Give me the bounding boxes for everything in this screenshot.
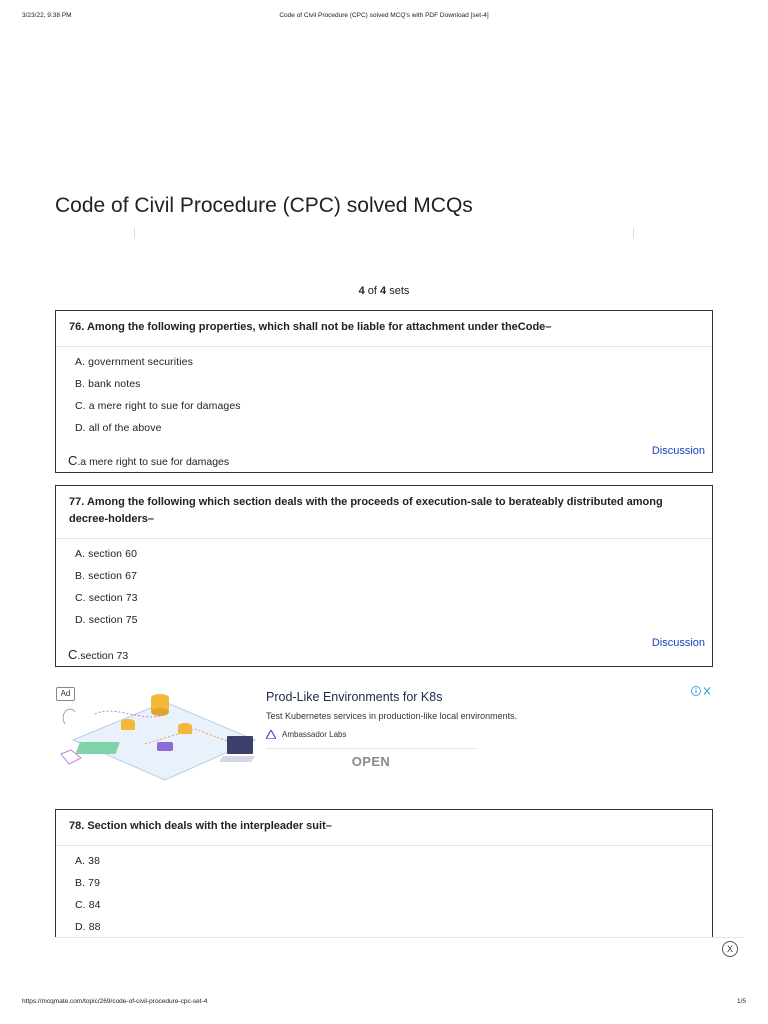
question-text: 76. Among the following properties, which shall not be liable for attachment under theCode– [56, 311, 712, 347]
question-card [55, 310, 713, 473]
set-total: 4 [380, 285, 387, 297]
option-a[interactable]: A. section 60 [75, 548, 138, 560]
option-d[interactable]: D. section 75 [75, 614, 138, 626]
close-icon[interactable]: X [722, 941, 738, 957]
ad-illustration [55, 684, 260, 790]
option-a[interactable]: A. government securities [75, 356, 193, 368]
answer-text: .a mere right to sue for damages [77, 456, 230, 468]
discussion-link[interactable]: Discussion [651, 637, 705, 649]
print-footer [22, 998, 746, 1008]
answer [68, 647, 128, 662]
set-of: of [367, 285, 377, 297]
ad-brand-name: Ambassador Labs [282, 730, 347, 739]
divider [134, 228, 135, 238]
ad-choices-icon[interactable] [691, 685, 713, 697]
options-list [56, 846, 712, 938]
set-current: 4 [358, 285, 365, 297]
question-card [55, 809, 713, 949]
option-c[interactable]: C. section 73 [75, 592, 138, 604]
divider [633, 228, 634, 238]
answer-text: .section 73 [77, 650, 129, 662]
question-text: 78. Section which deals with the interpleader suit– [56, 810, 712, 846]
ad-description: Test Kubernetes services in production-like local environments. [266, 711, 518, 721]
option-b[interactable]: B. 79 [75, 877, 101, 889]
ad-title[interactable]: Prod-Like Environments for K8s [266, 690, 443, 704]
ad-banner[interactable] [55, 682, 713, 792]
page-title: Code of Civil Procedure (CPC) solved MCQs [55, 194, 473, 217]
set-suffix: sets [389, 285, 410, 297]
option-d[interactable]: D. all of the above [75, 422, 162, 434]
sticky-ad-bar [0, 938, 768, 968]
option-c[interactable]: C. 84 [75, 899, 101, 911]
answer-letter: C [68, 453, 78, 468]
option-a[interactable]: A. 38 [75, 855, 101, 867]
set-counter [0, 285, 768, 297]
option-b[interactable]: B. section 67 [75, 570, 138, 582]
print-url: https://mcqmate.com/topic/269/code-of-civil-procedure-cpc-set-4 [22, 998, 208, 1005]
print-page-indicator: 1/5 [736, 998, 746, 1005]
option-d[interactable]: D. 88 [75, 921, 101, 933]
options-list [56, 539, 712, 631]
options-list [56, 347, 712, 439]
ambassador-logo-icon [266, 730, 276, 739]
discussion-link[interactable]: Discussion [651, 445, 705, 457]
print-header [22, 12, 746, 22]
print-datetime: 3/23/22, 9:38 PM [22, 12, 72, 19]
ad-badge: Ad [56, 687, 75, 701]
ad-open-button[interactable]: OPEN [351, 754, 391, 769]
answer [68, 453, 229, 468]
ad-brand [266, 730, 346, 739]
question-card [55, 485, 713, 667]
question-text: 77. Among the following which section deals with the proceeds of execution-sale to berateably distributed among decree-holders– [56, 486, 712, 539]
option-c[interactable]: C. a mere right to sue for damages [75, 400, 241, 412]
ad-divider [266, 748, 476, 749]
answer-letter: C [68, 647, 78, 662]
print-doc-title: Code of Civil Procedure (CPC) solved MCQ's with PDF Download [set-4] [279, 12, 489, 19]
option-b[interactable]: B. bank notes [75, 378, 141, 390]
sticky-ad-divider [55, 937, 743, 938]
